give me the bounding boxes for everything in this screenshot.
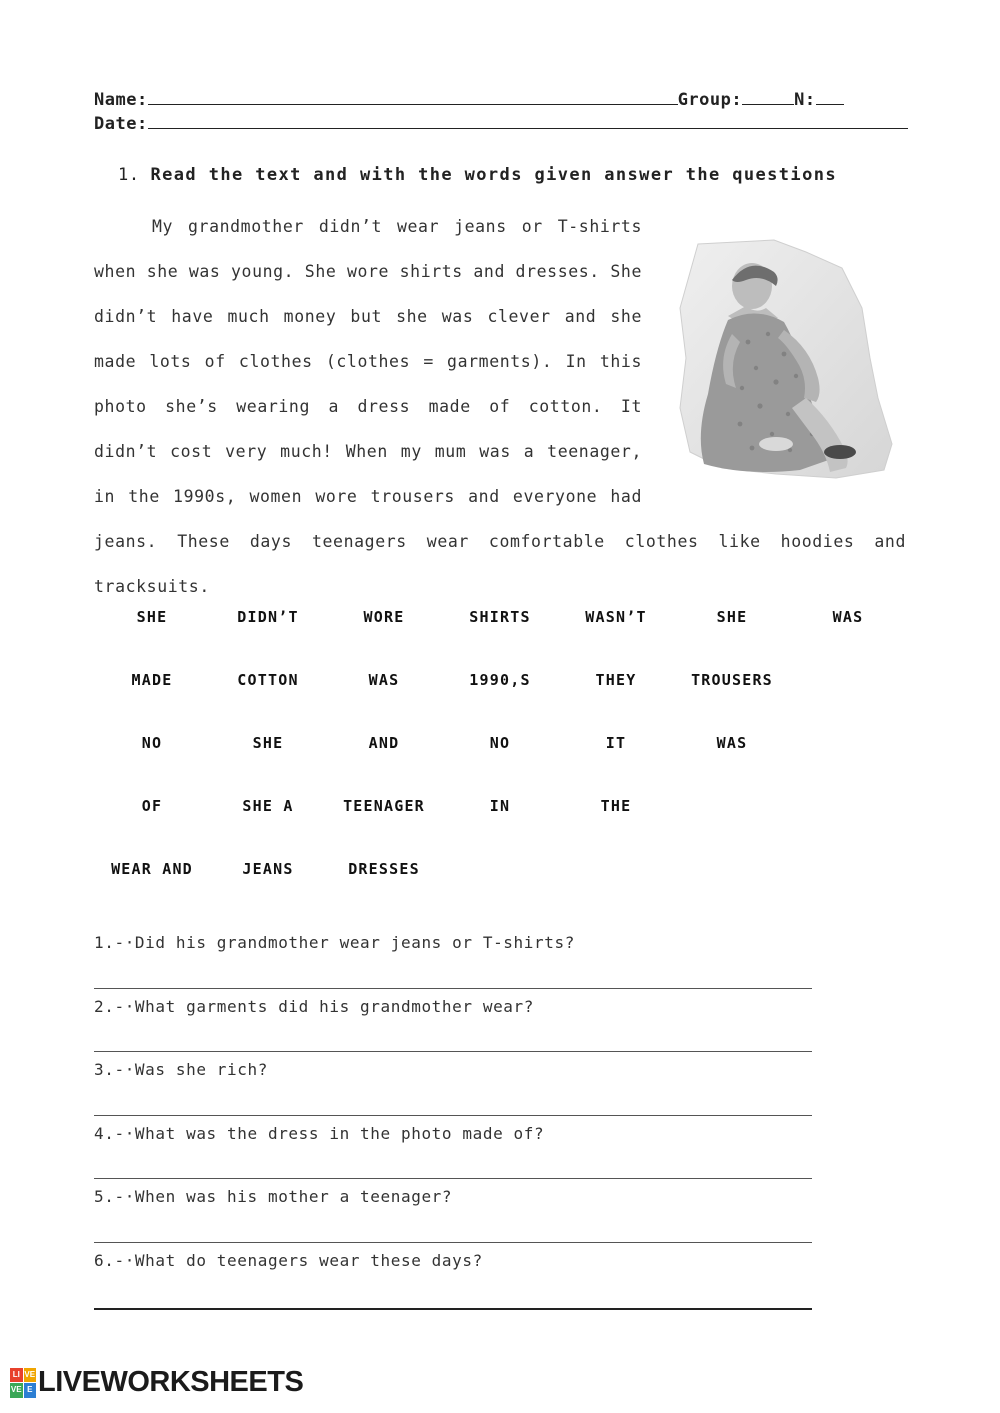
group-input-line[interactable] <box>742 90 794 105</box>
number-label: N: <box>794 90 816 110</box>
word-chip[interactable]: DRESSES <box>348 860 420 878</box>
word-chip[interactable]: SHE A <box>242 797 294 815</box>
word-bank-row <box>94 671 906 734</box>
group-label: Group: <box>677 90 743 110</box>
word-chip[interactable]: NO <box>141 734 163 752</box>
date-input-line[interactable] <box>148 114 798 129</box>
word-bank-row <box>94 860 906 923</box>
word-chip[interactable]: NO <box>489 734 511 752</box>
word-chip[interactable]: OF <box>141 797 163 815</box>
word-bank <box>94 608 906 923</box>
word-chip[interactable]: TEENAGER <box>343 797 425 815</box>
exercise-instruction: Read the text and with the words given answer the questions <box>150 165 837 185</box>
date-row <box>94 112 894 136</box>
logo-tile-ve2: VE <box>10 1383 23 1398</box>
word-chip[interactable]: WAS <box>832 608 864 626</box>
word-chip[interactable]: MADE <box>131 671 173 689</box>
question-item <box>94 989 812 1053</box>
word-chip[interactable]: COTTON <box>237 671 299 689</box>
question-item <box>94 1116 812 1180</box>
date-label: Date: <box>94 114 148 134</box>
word-chip[interactable]: WORE <box>363 608 405 626</box>
word-chip[interactable]: JEANS <box>242 860 294 878</box>
word-chip[interactable]: SHE <box>136 608 168 626</box>
question-item <box>94 925 812 989</box>
brand-name: LIVEWORKSHEETS <box>38 1366 304 1398</box>
question-item <box>94 1052 812 1116</box>
question-text: 4.-·What was the dress in the photo made of? <box>94 1123 545 1143</box>
word-chip[interactable]: WEAR AND <box>111 860 193 878</box>
question-item <box>94 1179 812 1243</box>
question-text: 1.-·Did his grandmother wear jeans or T-shirts? <box>94 933 575 952</box>
word-bank-row <box>94 797 906 860</box>
word-chip[interactable]: 1990,S <box>469 671 531 689</box>
vintage-photo-image <box>656 238 906 488</box>
name-label: Name: <box>94 90 148 110</box>
question-text: 3.-·Was she rich? <box>94 1060 268 1079</box>
word-chip[interactable]: THEY <box>595 671 637 689</box>
exercise-number: 1. <box>118 165 140 185</box>
reading-passage <box>94 204 906 609</box>
date-input-line-extra[interactable] <box>798 114 908 129</box>
word-chip[interactable]: WAS <box>368 671 400 689</box>
word-chip[interactable]: IT <box>605 734 627 752</box>
logo-tile-li: LI <box>10 1368 23 1383</box>
question-text: 5.-·When was his mother a teenager? <box>94 1187 453 1206</box>
logo-tile-e: E <box>24 1383 37 1398</box>
liveworksheets-footer <box>10 1366 303 1399</box>
word-chip[interactable]: WAS <box>716 734 748 752</box>
word-bank-row <box>94 608 906 671</box>
exercise-heading <box>118 165 837 185</box>
answer-line[interactable] <box>94 1308 812 1310</box>
word-chip[interactable]: SHE <box>252 734 284 752</box>
name-input-line[interactable] <box>148 90 678 105</box>
word-chip[interactable]: SHIRTS <box>469 608 531 626</box>
question-text: 2.-·What garments did his grandmother wear? <box>94 996 535 1016</box>
name-group-row <box>94 88 894 112</box>
word-chip[interactable]: THE <box>600 797 632 815</box>
word-chip[interactable]: WASN’T <box>585 608 647 626</box>
word-chip[interactable]: TROUSERS <box>691 671 773 689</box>
reading-paragraph-text: My grandmother didn’t wear jeans or T-shirts when she was young. She wore shirts and dresses. She didn’t have much money but she was clever and she made lots of clothes (clothes = garments). In this photo she’s wearing a dress made of cotton. It didn’t cost very much! When my mum was a teenager, in the 1990s, women wore trousers and everyone had jeans. These days teenagers wear comfortable clothes like hoodies and tracksuits. <box>94 217 906 596</box>
word-chip[interactable]: IN <box>489 797 511 815</box>
word-chip[interactable]: AND <box>368 734 400 752</box>
word-chip[interactable]: DIDN’T <box>237 608 299 626</box>
word-bank-row <box>94 734 906 797</box>
logo-tile-ve: VE <box>24 1368 37 1383</box>
student-info-header <box>94 88 894 136</box>
questions-list <box>94 925 812 1306</box>
question-item <box>94 1243 812 1307</box>
question-text: 6.-·What do teenagers wear these days? <box>94 1250 483 1270</box>
number-input-line[interactable] <box>816 90 844 105</box>
liveworksheets-logo-icon <box>10 1368 36 1398</box>
word-chip[interactable]: SHE <box>716 608 748 626</box>
